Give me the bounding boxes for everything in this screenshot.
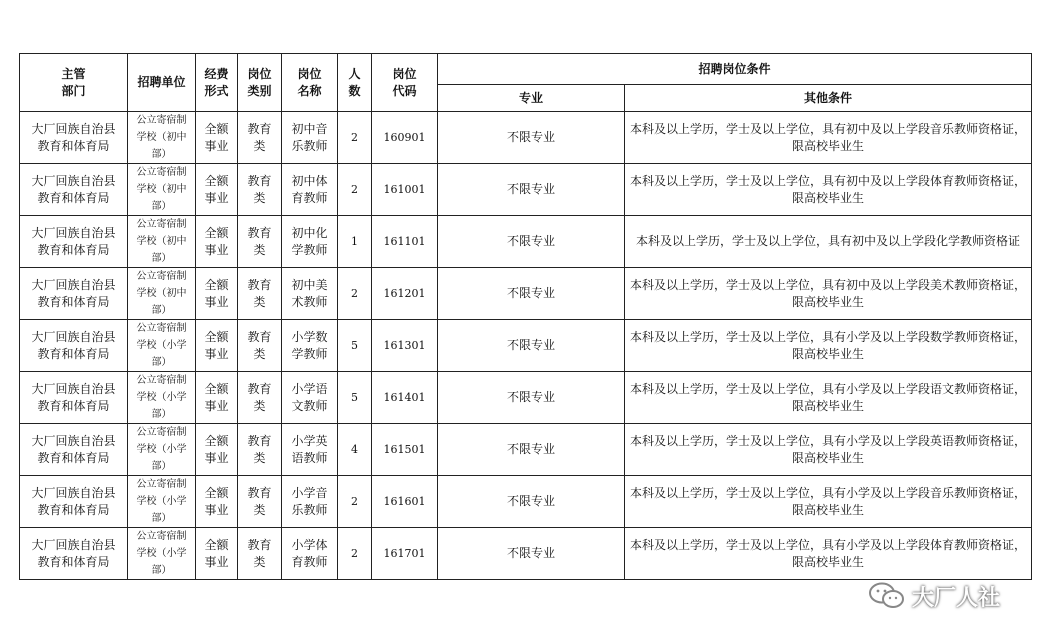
cell-fund: 全额 事业: [196, 424, 238, 476]
table-row: [20, 476, 1032, 528]
cell-dept: 大厂回族自治县 教育和体育局: [20, 164, 128, 216]
cell-fund: 全额 事业: [196, 476, 238, 528]
cell-category: 教育 类: [238, 164, 282, 216]
cell-other: 本科及以上学历，学士及以上学位，具有小学及以上学段语文教师资格证， 限高校毕业生: [625, 372, 1032, 424]
cell-position: 初中美 术教师: [282, 268, 338, 320]
cell-fund: 全额 事业: [196, 216, 238, 268]
cell-dept: 大厂回族自治县 教育和体育局: [20, 528, 128, 580]
table-row: [20, 112, 1032, 164]
header-position: 岗位 名称: [282, 54, 338, 112]
cell-code: 161201: [372, 268, 438, 320]
cell-position: 初中体 育教师: [282, 164, 338, 216]
cell-position: 小学英 语教师: [282, 424, 338, 476]
cell-code: 161001: [372, 164, 438, 216]
cell-unit: 公立寄宿制 学校（小学 部）: [128, 424, 196, 476]
cell-dept: 大厂回族自治县 教育和体育局: [20, 476, 128, 528]
cell-category: 教育 类: [238, 372, 282, 424]
cell-code: 161101: [372, 216, 438, 268]
cell-fund: 全额 事业: [196, 268, 238, 320]
header-row: [20, 54, 1032, 85]
cell-count: 2: [338, 112, 372, 164]
header-major: 专业: [438, 85, 625, 112]
cell-position: 初中音 乐教师: [282, 112, 338, 164]
cell-major: 不限专业: [438, 164, 625, 216]
cell-unit: 公立寄宿制 学校（小学 部）: [128, 320, 196, 372]
cell-count: 2: [338, 268, 372, 320]
cell-category: 教育 类: [238, 476, 282, 528]
cell-other: 本科及以上学历，学士及以上学位，具有初中及以上学段化学教师资格证: [625, 216, 1032, 268]
cell-fund: 全额 事业: [196, 372, 238, 424]
cell-count: 2: [338, 164, 372, 216]
table-row: [20, 528, 1032, 580]
cell-unit: 公立寄宿制 学校（小学 部）: [128, 528, 196, 580]
cell-major: 不限专业: [438, 372, 625, 424]
cell-other: 本科及以上学历，学士及以上学位，具有初中及以上学段美术教师资格证， 限高校毕业生: [625, 268, 1032, 320]
watermark-text: 大厂人社: [912, 585, 1001, 611]
watermark: [868, 580, 1000, 612]
wechat-logo-icon: [868, 581, 906, 611]
cell-code: 161501: [372, 424, 438, 476]
header-other: 其他条件: [625, 85, 1032, 112]
cell-unit: 公立寄宿制 学校（初中 部）: [128, 164, 196, 216]
cell-count: 1: [338, 216, 372, 268]
cell-dept: 大厂回族自治县 教育和体育局: [20, 112, 128, 164]
cell-category: 教育 类: [238, 268, 282, 320]
cell-unit: 公立寄宿制 学校（初中 部）: [128, 268, 196, 320]
cell-other: 本科及以上学历，学士及以上学位，具有小学及以上学段数学教师资格证， 限高校毕业生: [625, 320, 1032, 372]
header-count: 人 数: [338, 54, 372, 112]
cell-dept: 大厂回族自治县 教育和体育局: [20, 216, 128, 268]
cell-major: 不限专业: [438, 268, 625, 320]
cell-other: 本科及以上学历，学士及以上学位，具有小学及以上学段音乐教师资格证， 限高校毕业生: [625, 476, 1032, 528]
cell-fund: 全额 事业: [196, 112, 238, 164]
cell-dept: 大厂回族自治县 教育和体育局: [20, 320, 128, 372]
cell-other: 本科及以上学历，学士及以上学位，具有小学及以上学段英语教师资格证， 限高校毕业生: [625, 424, 1032, 476]
cell-count: 2: [338, 528, 372, 580]
cell-category: 教育 类: [238, 216, 282, 268]
cell-position: 小学数 学教师: [282, 320, 338, 372]
cell-category: 教育 类: [238, 112, 282, 164]
cell-position: 小学语 文教师: [282, 372, 338, 424]
cell-major: 不限专业: [438, 424, 625, 476]
cell-count: 4: [338, 424, 372, 476]
header-unit: 招聘单位: [128, 54, 196, 112]
cell-code: 161301: [372, 320, 438, 372]
cell-unit: 公立寄宿制 学校（小学 部）: [128, 372, 196, 424]
cell-other: 本科及以上学历，学士及以上学位，具有小学及以上学段体育教师资格证， 限高校毕业生: [625, 528, 1032, 580]
table-row: [20, 372, 1032, 424]
header-category: 岗位 类别: [238, 54, 282, 112]
cell-dept: 大厂回族自治县 教育和体育局: [20, 372, 128, 424]
cell-count: 5: [338, 372, 372, 424]
cell-code: 161601: [372, 476, 438, 528]
cell-unit: 公立寄宿制 学校（初中 部）: [128, 112, 196, 164]
cell-other: 本科及以上学历，学士及以上学位，具有初中及以上学段体育教师资格证， 限高校毕业生: [625, 164, 1032, 216]
cell-count: 5: [338, 320, 372, 372]
cell-unit: 公立寄宿制 学校（小学 部）: [128, 476, 196, 528]
cell-major: 不限专业: [438, 320, 625, 372]
cell-code: 161701: [372, 528, 438, 580]
cell-position: 初中化 学教师: [282, 216, 338, 268]
cell-category: 教育 类: [238, 528, 282, 580]
cell-count: 2: [338, 476, 372, 528]
cell-fund: 全额 事业: [196, 164, 238, 216]
cell-major: 不限专业: [438, 216, 625, 268]
table-row: [20, 216, 1032, 268]
cell-position: 小学体 育教师: [282, 528, 338, 580]
cell-category: 教育 类: [238, 320, 282, 372]
cell-code: 160901: [372, 112, 438, 164]
cell-major: 不限专业: [438, 476, 625, 528]
header-code: 岗位 代码: [372, 54, 438, 112]
table-row: [20, 320, 1032, 372]
table-row: [20, 424, 1032, 476]
cell-other: 本科及以上学历，学士及以上学位，具有初中及以上学段音乐教师资格证， 限高校毕业生: [625, 112, 1032, 164]
recruitment-table: [19, 53, 1032, 580]
cell-fund: 全额 事业: [196, 320, 238, 372]
table-body: [20, 112, 1032, 580]
cell-dept: 大厂回族自治县 教育和体育局: [20, 424, 128, 476]
cell-dept: 大厂回族自治县 教育和体育局: [20, 268, 128, 320]
header-fund: 经费 形式: [196, 54, 238, 112]
cell-fund: 全额 事业: [196, 528, 238, 580]
cell-position: 小学音 乐教师: [282, 476, 338, 528]
cell-major: 不限专业: [438, 112, 625, 164]
table-row: [20, 268, 1032, 320]
cell-category: 教育 类: [238, 424, 282, 476]
header-conditions: 招聘岗位条件: [438, 54, 1032, 85]
cell-unit: 公立寄宿制 学校（初中 部）: [128, 216, 196, 268]
header-dept: 主管 部门: [20, 54, 128, 112]
cell-major: 不限专业: [438, 528, 625, 580]
table-row: [20, 164, 1032, 216]
cell-code: 161401: [372, 372, 438, 424]
